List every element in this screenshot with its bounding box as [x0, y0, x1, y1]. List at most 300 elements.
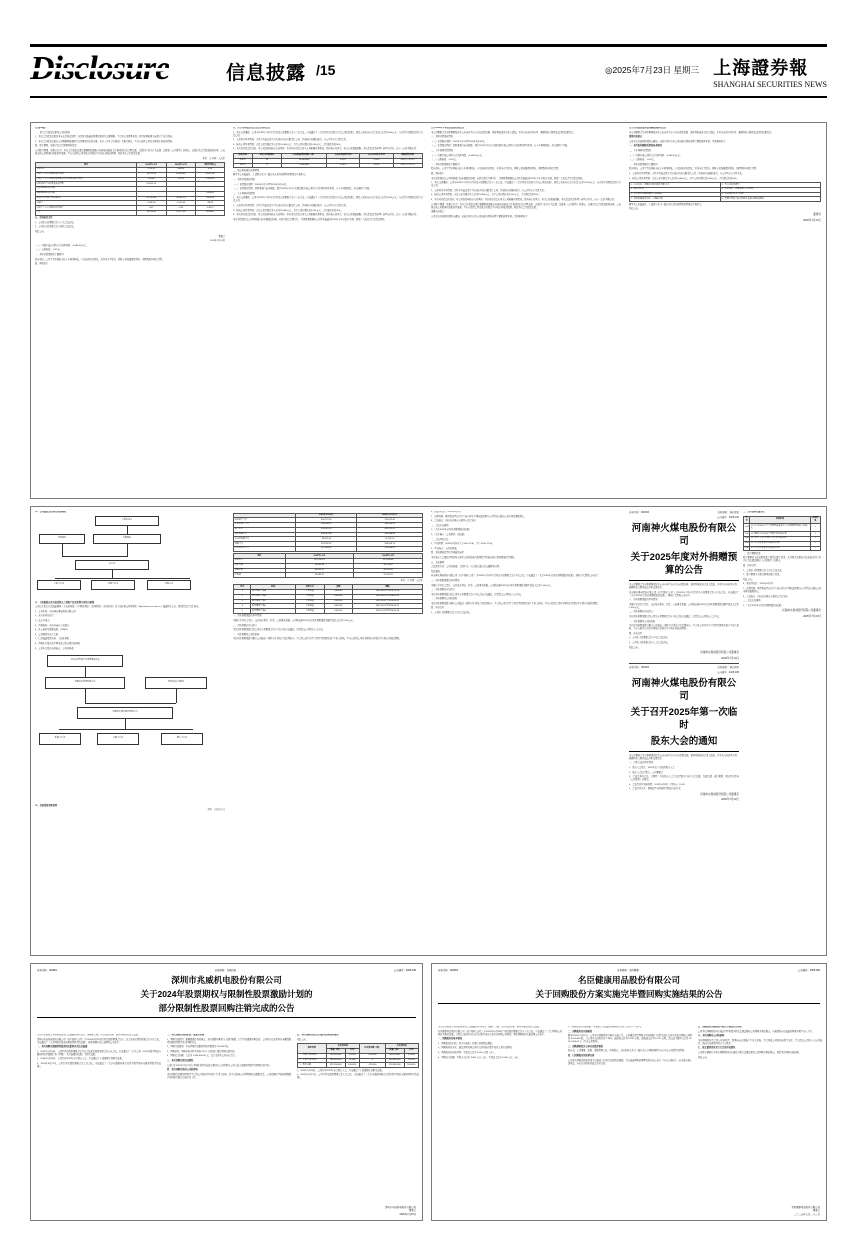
para: 1、《关于2025年度对外捐赠预算的议案》	[431, 529, 471, 532]
para: 8、登载年度报告的中国证监会指定网站的网址	[35, 642, 80, 645]
cell: -0.33	[166, 206, 195, 211]
cell: 银行理财产品E	[251, 609, 295, 614]
th: 本次解除质押股数（股）	[282, 153, 326, 158]
disclaimer: 本公司董事会及全体董事保证本公告内容不存在任何虚假记载、误导性陈述或者重大遗漏，并对其内容的真实性、准确性和完整性依法承担法律责任。	[629, 754, 739, 760]
para: 8、会议地点：河南省永城市东城区公司会议室	[431, 520, 476, 523]
masthead-date: ◎2025年7月23日 星期三	[605, 65, 699, 75]
th: 本次变动后	[385, 1044, 418, 1049]
masthead-page-number: /15	[316, 62, 336, 78]
cell: 8.52%	[326, 158, 359, 163]
para: 截至2025年7月21日，公司本次回购股份方案已实施完毕。公司通过股票回购专用证券账户以集中竞价交易方式累计回购公司股份 4,016,800 股，占公司当前总股本的 1.98%，最高成交价为 14.88 元/股，最低成交价为 10.26 元/股，成交总金额为人民币 50,213,456.00 元（不含交易费用）。	[568, 1035, 692, 1044]
cell: 银行理财产品D	[251, 604, 295, 609]
cell: 2	[234, 594, 251, 599]
cell: 负债合计	[234, 542, 296, 547]
para: 特此公告。	[629, 208, 640, 211]
section-heading: 12、其他重要事项说明	[35, 804, 58, 807]
para: 2、回购股份的方式：通过深圳证券交易所交易系统以集中竞价交易方式回购。	[438, 1047, 514, 1050]
para: 一、对外捐赠预算的基本情况	[233, 615, 262, 618]
cell: 68,012,000	[385, 1053, 404, 1058]
signature-board: 董事会	[408, 1209, 416, 1213]
para: 一、本期业绩预告情况	[233, 179, 255, 181]
cell: 100.00%	[404, 1063, 418, 1068]
cell: 2025-08-20至2026-01-20	[352, 594, 422, 599]
para: 四、风险提示	[35, 263, 49, 266]
flow-node: 其他社会公众股东	[145, 677, 207, 689]
cell: 6.93	[196, 167, 225, 172]
bottom-left-col-2	[167, 1034, 291, 1216]
para: 三、会议登记方法	[431, 538, 449, 541]
th: 解除质押时间	[393, 153, 422, 158]
flow-node: 参股公司	[147, 580, 191, 590]
cell: 4.00	[744, 542, 749, 545]
cell: 73.00%	[404, 1058, 418, 1063]
para: 报告期内，公司主营业务收入较上年同期增长，产品结构持续优化，毛利率水平提升，同时公司加强费用管控，期间费用率同比下降。	[629, 168, 759, 171]
table-row	[234, 573, 423, 578]
flow-connector	[62, 556, 128, 557]
cell: 5	[234, 609, 251, 614]
cell: 252,200,000	[326, 1063, 345, 1068]
cell: 7,114.92	[137, 167, 166, 172]
bottom-right-col-3	[698, 1026, 822, 1216]
cell: √	[810, 524, 820, 532]
para: 4、注册地址：河南省商丘市永城市	[35, 624, 70, 627]
signature-date: 2025年7月23日	[209, 240, 225, 243]
para: 报告期内，公司主营业务收入较上年同期增长，产品结构持续优化，毛利率水平提升，同时公司加强费用管控，期间费用率同比下降。	[431, 168, 561, 171]
masthead-rule-top	[30, 44, 827, 47]
th: 表决结果	[810, 516, 820, 524]
cell: 0	[359, 1058, 385, 1063]
para: 河南神火煤电股份有限公司（以下简称"公司"）于2025年7月22日召开第十届董事会第十六次会议，审议通过了《关于2025年度对外捐赠预算的议案》，现将有关情况公告如下：	[431, 575, 601, 578]
th: 2025年1-6月	[137, 163, 166, 168]
cell: 293,566.82	[357, 546, 423, 551]
table-row	[744, 546, 821, 551]
para: 二、本次回购注销的原因、数量及价格	[167, 1034, 205, 1036]
flow-node: 商丘子公司	[161, 733, 203, 745]
para: 4、本次对外投资的目的、对公司的影响和存在的风险：本次对外投资有利于公司拓展业务领域，提升核心竞争力，符合公司发展战略。本次投资尚需办理工商登记手续，存在一定的不确定性。	[233, 214, 418, 217]
th: 数量（股）	[385, 1048, 404, 1053]
announcement-title-2b: 股东大会的通知	[650, 735, 718, 747]
announcement-company-1: 河南神火煤电股份有限公司	[631, 523, 737, 547]
para: 2、《关于修订〈公司章程〉的议案》	[431, 533, 467, 536]
signature-board-1: 河南神火煤电股份有限公司董事会	[700, 651, 739, 655]
announcement-company: 深圳市兆威机电股份有限公司	[171, 975, 282, 985]
cell: 13,177.08	[166, 210, 195, 215]
mid-col-5	[743, 511, 821, 953]
para: 三、本次回购注销完成情况	[167, 1059, 194, 1062]
cell: -1,268.92	[196, 177, 225, 182]
para: 2、独立董事关于相关事项的独立意见。	[743, 574, 782, 577]
cell: 营业利润	[234, 563, 286, 568]
para: 1、登记时间：2025年8月5日上午9:00-11:30，下午14:00-17:00。	[431, 543, 495, 546]
mid-col-4	[629, 511, 739, 953]
para: 公司已在指定信息披露媒体《上海证券报》《中国证券报》《证券时报》《证券日报》及上海证券交易所网站（http://www.sse.com.cn）披露相关公告，敬请投资者注意查阅。	[35, 606, 201, 609]
cell: 加权平均净资产收益率(%)	[36, 196, 137, 201]
cell: 自有资金	[295, 590, 324, 595]
table-row	[234, 546, 423, 551]
para: 公司独立董事、监事会认为：本次会计政策变更是根据财政部修订和颁布的最新会计准则进行的合理变更，决策程序符合有关法律、法规和《公司章程》的规定，变更后的会计政策能够客观、公允地反映公司财务状况和经营成果，不存在损害公司及股东特别是中小股东利益的情形，同意本次会计政策变更。	[35, 149, 225, 155]
para: 公司本次回购股份的实施过程严格遵守相关法律法规和公司回购方案的规定，实施情况与已披露的回购方案不存在差异。	[698, 1030, 814, 1033]
cell: 30,178.02	[354, 563, 423, 568]
para: 2、公司第十届监事会第十二次会议决议。	[629, 641, 670, 644]
para: 公司于近日接到控股股东通知，获悉其所持有本公司的部分股份办理了解除质押业务，具体事项如下：	[431, 215, 530, 218]
cell: 4	[234, 604, 251, 609]
flow-node: 河南神火煤电股份有限公司	[77, 707, 173, 719]
cell: 198,304.32	[296, 523, 357, 528]
para: 独立董事对上述议案发表了同意的独立意见，认为相关议案的审议和表决程序符合有关法律法规和《公司章程》的规定。	[743, 557, 821, 563]
cell: 184,068,000	[326, 1058, 345, 1063]
disclaimer: 本公司董事会及全体董事保证本公告内容不存在任何虚假记载、误导性陈述或者重大遗漏，并对其内容的真实性、准确性和完整性依法承担法律责任。	[629, 131, 774, 134]
para: 1、公司第五届董事会第十八次会议决议；	[35, 221, 76, 224]
para: 2、2024年5月28日，公司召开2023年年度股东大会，审议通过了上述激励计划相关议案。	[297, 1069, 384, 1072]
bottom-left-signature	[385, 1206, 416, 1216]
announcement-title-line2: 部分限制性股票回购注销完成的公告	[158, 1003, 295, 1013]
cell: 关于聘任公司2025年度审计机构的议案	[750, 532, 810, 537]
bottom-left-announcement	[30, 963, 423, 1221]
cell: 375,872.60	[357, 518, 423, 523]
cell: 34.0009	[196, 210, 225, 215]
divider	[37, 1017, 416, 1018]
cell: 2025-10-10至2026-04-10	[352, 609, 422, 614]
para: 五、查询备查文件	[35, 217, 53, 220]
para: 本次对外捐赠预算金额占公司最近一期经审计净资产的比例较小，不会对公司日常生产经营及财务状况产生重大影响，不存在损害公司及全体股东特别是中小股东利益的情形。	[629, 625, 739, 631]
announcement-number: 公告编号：2025-043	[716, 516, 739, 519]
th: 比例	[404, 1048, 418, 1053]
signature-date-2: 2025年7月23日	[721, 798, 739, 802]
cell: -29,607	[137, 177, 166, 182]
para: 6、股权登记日：2025年8月1日	[431, 511, 462, 513]
cell: 27.02%	[345, 1053, 359, 1058]
para: 2、登记地点：公司证券部。	[431, 547, 459, 550]
cell: 合计	[36, 210, 137, 215]
cell: 3,000.00	[324, 599, 352, 604]
cell: -14.0024	[196, 196, 225, 201]
signature-board: 河南神火煤电股份有限公司董事会	[782, 609, 821, 613]
signature-board: 董事会	[813, 212, 821, 216]
security-code: 证券代码：000933	[629, 665, 649, 669]
balance-sheet-table	[233, 513, 423, 552]
para: 2、2024年5月28日，公司召开2023年年度股东大会，审议通过了上述激励计划相关议案。	[37, 1058, 124, 1061]
cell: 经营活动产生的现金流量净额	[36, 182, 137, 187]
para: 四、参加网络投票的具体操作流程	[431, 552, 464, 555]
cell: 营业收入	[234, 559, 286, 564]
para: 1、公司第十届董事会第十六次会议决议；	[629, 637, 670, 640]
cell: 1.16%	[360, 163, 393, 168]
para: 为履行企业社会责任，支持地方教育、扶贫、公益事业发展，公司拟安排2025年度对外捐赠预算总额不超过人民币1,000万元。	[431, 584, 553, 587]
cell: 33,689.25	[285, 573, 354, 578]
th: 占其所持股份比例	[326, 153, 359, 158]
cell: 非流动资产合计	[234, 523, 296, 528]
cell: 流动负债合计	[234, 532, 296, 537]
section-heading: 11、与控股股东及实际控制人之间的产权及控制关系的方框图	[35, 601, 95, 604]
para: 四、本次回购注销对公司的影响	[167, 1069, 198, 1072]
para: 公司本次回购的股份将用于实施员工持股计划或股权激励，并在披露回购结果暨股份变动公告后三年内完成转让；若未能实施上述用途，未转让的股份将依法予以注销。	[568, 1059, 692, 1065]
cell: 4,000.00	[324, 609, 352, 614]
cell: 68,132,000	[326, 1053, 345, 1058]
info-table	[629, 182, 821, 202]
cell: 627,766.41	[285, 559, 354, 564]
cell: 27.00%	[404, 1053, 418, 1058]
income-statement-table	[233, 553, 423, 578]
cell: 31,497.06	[196, 172, 225, 177]
cell: √	[810, 536, 820, 541]
flow-connector	[62, 544, 63, 556]
cell: 银行理财产品C	[251, 599, 295, 604]
cell: 6、公司网址及电子信箱	[720, 192, 820, 197]
th: 本次变动数（股）	[359, 1044, 385, 1054]
th: 股东名称	[234, 153, 253, 158]
para: 本次对外捐赠预算金额占公司最近一期经审计净资产的比例较小，不会对公司日常生产经营及财务状况产生重大影响，不存在损害公司及全体股东特别是中小股东利益的情形。	[431, 602, 600, 605]
flow-connector	[125, 719, 126, 729]
para: （二）每股收益：-0.33元。	[35, 249, 62, 252]
paper-name-text: 上海證券報	[713, 58, 809, 78]
cell: 自有资金	[295, 599, 324, 604]
security-name: 证券简称：兆威机电	[214, 969, 237, 972]
para: 特此通知。	[431, 570, 442, 573]
paper-name-sub: SHANGHAI SECURITIES NEWS	[713, 80, 827, 89]
para: 五、回购股份实施情况与既定方案的差异说明	[698, 1026, 742, 1028]
para: 3、回购价格：回购价格为授予价格 22.07 元/股加上银行同期存款利息。	[167, 1050, 237, 1053]
th: 2024年1-6月	[166, 163, 195, 168]
table-row	[630, 197, 821, 202]
signature-date: 二〇二五年七月二十三日	[793, 1212, 820, 1216]
th: 序号	[234, 585, 251, 590]
para: 9、公司年度报告备置地点：公司证券部	[35, 647, 74, 650]
cell: 3	[234, 599, 251, 604]
flow-node: 实际控制人	[95, 516, 159, 526]
th: 期限	[352, 585, 422, 590]
para: 二、会议审议事项	[431, 524, 449, 527]
para: 5、办公地址及邮政编码：476600	[35, 629, 68, 632]
para: （二）每股收益：-0.33元。	[431, 159, 458, 162]
para: 2、英文名称及缩写	[35, 615, 54, 618]
para: 1、本次交易概述：公司于2025年7月22日召开第五届董事会第十八次会议，审议通过了《关于对外投资设立合资公司的议案》，同意公司以自有资金出资人民币5,000万元，与合作方共同投资设立合资公司。	[233, 197, 423, 203]
table-row	[744, 524, 821, 532]
para: 1、回购股份的目的：用于实施员工持股计划或股权激励。	[438, 1042, 494, 1045]
announcement-code-line-1	[629, 511, 739, 514]
para: 2、交易对方基本情况：合作方为依法设立并有效存续的有限责任公司，具备相应的履约能力，与公司不存在关联关系。	[629, 172, 744, 175]
ownership-structure-chart-1	[35, 516, 225, 602]
cell: 5.00	[744, 546, 749, 549]
bottom-right-announcement	[431, 963, 827, 1221]
disclaimer: 本公司董事会及全体董事保证本公告内容不存在任何虚假记载、误导性陈述或者重大遗漏，并对其内容的真实性、准确性和完整性依法承担法律责任。	[431, 131, 576, 134]
para: 重要内容提示：	[629, 136, 645, 139]
para: 特此公告。	[743, 578, 754, 581]
para: 报告期内，公司主营业务收入较上年同期增长，产品结构持续优化，毛利率水平提升，同时公司加强费用管控，期间费用率同比下降。	[35, 258, 165, 261]
cell: 327,843.82	[296, 546, 357, 551]
para: 本次回购股份不会对公司的经营、财务和未来发展产生重大影响，不会导致公司控制权发生变化，不会改变公司的上市公司地位，股权分布情况仍符合上市条件。	[698, 1039, 822, 1045]
para: 公司已于2025年7月21日在中国证券登记结算有限责任公司深圳分公司完成上述限制性股票的回购注销手续。	[167, 1064, 272, 1067]
para: 五、其他事项	[431, 561, 445, 564]
disclaimer: 本公司董事会及全体董事保证本公告内容不存在任何虚假记载、误导性陈述或者重大遗漏，并对其内容的真实性、准确性和完整性依法承担法律责任。	[629, 584, 739, 589]
para: 四、风险提示	[431, 172, 445, 175]
para: 二、回购股份的实施情况	[568, 1030, 593, 1033]
chart-unit: 单位：人民币万元	[207, 809, 225, 812]
flow-connector	[59, 729, 193, 730]
para: 二、上年同期业绩情况	[629, 149, 651, 152]
cell: 4.26%	[326, 163, 359, 168]
para: 一、对外捐赠预算的基本情况	[629, 599, 658, 602]
cell: 2.00	[744, 532, 749, 535]
cell: 5,000.00	[324, 590, 352, 595]
para: 二、对外捐赠的审议程序	[629, 611, 654, 614]
cell: 关于修订《公司章程》部分条款的议案	[750, 536, 810, 541]
cell: 268,506.73	[357, 542, 423, 547]
th: 2024年12月31日	[357, 513, 423, 518]
cell: -0.3372	[196, 206, 225, 211]
para: 七、独立董事意见及专门会议审议情况	[698, 1047, 736, 1050]
cell: 三、股份总数	[298, 1063, 327, 1068]
cell: 0.18424	[196, 191, 225, 196]
cell: 二、无限售条件股份	[298, 1058, 327, 1063]
para: 1、回购注销原因：根据激励计划的规定，部分激励对象因个人原因离职，已不具备激励对象资格，公司对其已获授但尚未解除限售的限制性股票进行回购注销。	[167, 1038, 291, 1044]
cell: -16,381.13	[166, 196, 195, 201]
para: 本次业绩预告是公司财务部门初步测算的结果，未经注册会计师审计，具体财务数据以公司正式披露的2025年半年度报告为准，敬请广大投资者注意投资风险。	[431, 177, 585, 180]
security-name: 证券简称：神火股份	[717, 511, 739, 514]
flow-node: 永城市国有资产监督管理委员会	[47, 655, 123, 667]
para: 3、标的公司基本情况：合资公司注册资本人民币10,000万元，其中公司认缴出资5,000万元，占注册资本的50%。	[233, 209, 343, 212]
flow-connector	[55, 578, 190, 579]
para: 2、公司第五届监事会第十四次会议决议。	[35, 226, 76, 229]
announcement-code-line	[37, 968, 416, 972]
para: 2、本次会计政策变更是公司根据财政部相关文件要求进行的变更，符合《企业会计准则》及相关规定，不存在损害公司及全体股东利益的情形。	[35, 140, 175, 143]
cell: 562,073.55	[357, 527, 423, 532]
cell: 580.80	[166, 167, 195, 172]
announcement-title: 关于回购股份方案实施完毕暨回购实施结果的公告	[535, 989, 723, 999]
cell: -3,485.60	[137, 201, 166, 206]
section-heading: 关于2025年半年度业绩预告的公告	[431, 127, 465, 129]
cell: 72.98%	[345, 1058, 359, 1063]
para: 1、本次交易概述：公司于2025年7月22日召开第五届董事会第十八次会议，审议通过了《关于对外投资设立合资公司的议案》，同意公司以自有资金出资人民币5,000万元，与合作方共同投资设立合资公司。	[233, 131, 423, 137]
para: 1、股东大会届次：2025年第一次临时股东大会	[629, 766, 675, 769]
para: 特此公告。	[297, 1038, 308, 1041]
th: 项目	[36, 163, 137, 168]
signature-board: 董事会	[812, 1209, 820, 1213]
announcement-company: 名臣健康用品股份有限公司	[577, 975, 680, 985]
top-col-3	[431, 127, 621, 495]
th: 本次变动前	[326, 1044, 359, 1049]
para: 一、回购股份的基本情况	[438, 1038, 463, 1041]
para: 2、交易对方基本情况：合作方为依法设立并有效存续的有限责任公司，具备相应的履约能力，与公司不存在关联关系。	[233, 204, 348, 207]
para: 三、对外捐赠对公司的影响	[233, 633, 260, 636]
cell: 归属于上市公司股东的扣除非经常性损益的净利润	[36, 177, 137, 182]
table-row-total	[36, 210, 225, 215]
para: 本次对外捐赠预算金额占公司最近一期经审计净资产的比例较小，不会对公司日常生产经营及财务状况产生重大影响，不存在损害公司及全体股东特别是中小股东利益的情形。	[233, 638, 402, 641]
para: 7、信息披露报纸名称：上海证券报	[35, 638, 70, 641]
flow-node: 新疆子公司	[39, 733, 81, 745]
para: 三、本期业绩预增的主要原因	[35, 254, 64, 256]
flow-connector	[127, 544, 128, 556]
cell: 2025-09-01至2026-03-01	[352, 599, 422, 604]
flow-connector	[85, 703, 176, 704]
cell: 4、注册地址：河南省商丘市永城市	[720, 187, 820, 192]
top-col-1	[35, 127, 225, 495]
table-row	[298, 1063, 419, 1068]
cell: 利润总额	[234, 568, 286, 573]
disclaimer: 本公司及董事会全体成员保证信息披露的内容真实、准确、完整，没有虚假记载、误导性陈述或重大遗漏。	[438, 1026, 541, 1028]
flow-node: 云南子公司	[97, 733, 139, 745]
th: 2025年6月30日	[296, 513, 357, 518]
cell: √	[810, 546, 820, 551]
cell: 2025-08-18至2026-12-30	[352, 590, 422, 595]
cell: 稀释每股收益(元/股)	[36, 191, 137, 196]
flow-node: 全资子公司	[37, 580, 81, 590]
para: 1、《关于2025年度对外捐赠预算的议案》	[743, 604, 783, 607]
para: 本次对外捐赠预算已经公司第十届董事会第十六次会议审议通过，尚需提交公司股东大会审议。	[431, 593, 523, 596]
para: 3、法定代表人：	[35, 619, 52, 622]
para: 2、交易对方基本情况：合作方为依法设立并有效存续的有限责任公司，具备相应的履约能力，与公司不存在关联关系。	[233, 139, 348, 142]
para: 三、对外捐赠对公司的影响	[629, 620, 656, 623]
para: 一、本次股份解除质押的基本情况	[629, 145, 662, 148]
cell: 所有者权益合计	[234, 546, 296, 551]
cell: 30,142.89	[354, 568, 423, 573]
th: 名称	[251, 585, 295, 590]
para: 特此公告。	[35, 231, 46, 234]
cell: 2025年7月21日	[393, 163, 422, 168]
cell: 关于公司监事会换届选举的议案	[750, 546, 810, 551]
cell: -120,000	[359, 1063, 385, 1068]
para: 本次股东大会通过深圳证券交易所交易系统和互联网投票系统向股东提供网络投票便利。	[431, 556, 517, 559]
para: 经自查，公司董事、监事、高级管理人员、控股股东、实际控制人及其一致行动人在回购期间不存在买卖公司股票的情形。	[568, 1050, 687, 1053]
para: 1、本次交易概述：公司于2025年7月22日召开第五届董事会第十八次会议，审议通过了《关于对外投资设立合资公司的议案》，同意公司以自有资金出资人民币5,000万元，与合作方共同投资设立合资公司。	[431, 182, 621, 188]
para: 二、上年同期业绩情况	[431, 149, 453, 152]
para: （一）业绩预告期间：2025年1月1日至2025年6月30日。	[431, 140, 487, 143]
para: 1、公司名称：河南神火煤电股份有限公司	[35, 610, 76, 613]
flow-node: 本公司	[75, 560, 149, 570]
para: 三、独立董事意见	[743, 552, 761, 555]
cell: 44,902.34	[285, 563, 354, 568]
para: （一）业绩预告期间：2025年1月1日至2025年6月30日。	[233, 183, 289, 186]
cell: 关于公司2025年半年度募集资金存放与实际使用情况的专项报告	[750, 524, 810, 532]
bottom-right-col-1	[438, 1026, 562, 1216]
cell: -9,710	[166, 177, 195, 182]
para: 3、2024年6月12日，公司召开第四届董事会第七次会议，审议通过了《关于向激励对象首次授予股票期权与限制性股票的议案》。	[297, 1074, 419, 1080]
flow-node: 其他股东	[39, 534, 85, 544]
para: 3、会议召开的合法、合规性：本次股东大会会议召集程序符合有关法律、行政法规、部门规章、规范性文件和《公司章程》的规定。	[629, 776, 739, 782]
wealth-products-table	[233, 584, 423, 614]
cell: 3.00	[744, 537, 749, 540]
flow-node: 河南神火集团有限公司	[45, 677, 125, 689]
top-article-block	[30, 122, 827, 499]
resolution-table	[743, 516, 821, 552]
announcement-number: 公告编号：2025-052	[797, 969, 820, 972]
para: 三、本期业绩预增的主要原因	[431, 163, 460, 166]
para: 2、交易对方基本情况：合作方为依法设立并有效存续的有限责任公司，具备相应的履约能力，与公司不存在关联关系。	[431, 189, 546, 192]
announcement-title-2a: 关于召开2025年第一次临时	[630, 706, 738, 731]
cell: 归属于上市公司股东的净资产	[36, 206, 137, 211]
signature-board-2: 河南神火煤电股份有限公司董事会	[700, 792, 739, 796]
cell: 5,000,000	[282, 163, 326, 168]
cell: -1,913.06	[166, 201, 195, 206]
pledge-table	[233, 153, 423, 168]
security-name: 证券简称：名臣健康	[617, 969, 639, 972]
cell: 10,000,000	[282, 158, 326, 163]
para: 3、2024年6月12日，公司召开第四届董事会第七次会议，审议通过了《关于向激励对象首次授予股票期权与限制性股票的议案》。	[37, 1062, 161, 1068]
cell: 1	[234, 590, 251, 595]
cell: 3、法定代表人：	[630, 187, 721, 192]
section-heading: 关于公司股东部分股份解除质押的公告	[629, 127, 667, 129]
cell: 22,763.41	[354, 573, 423, 578]
signature-date-1: 2025年7月23日	[721, 656, 739, 660]
table-row	[234, 163, 423, 168]
para: 3、标的公司基本情况：合资公司注册资本人民币10,000万元，其中公司认缴出资5,000万元，占注册资本的50%。	[629, 177, 739, 180]
cell: 2025-09-15至2026-06-15	[352, 604, 422, 609]
cell: 银行理财产品B	[251, 594, 295, 599]
cell: 自有资金	[295, 594, 324, 599]
financial-summary-table	[35, 162, 225, 216]
divider	[629, 580, 739, 581]
flow-connector	[112, 570, 113, 578]
para: 一、本期业绩预告情况	[431, 136, 453, 139]
